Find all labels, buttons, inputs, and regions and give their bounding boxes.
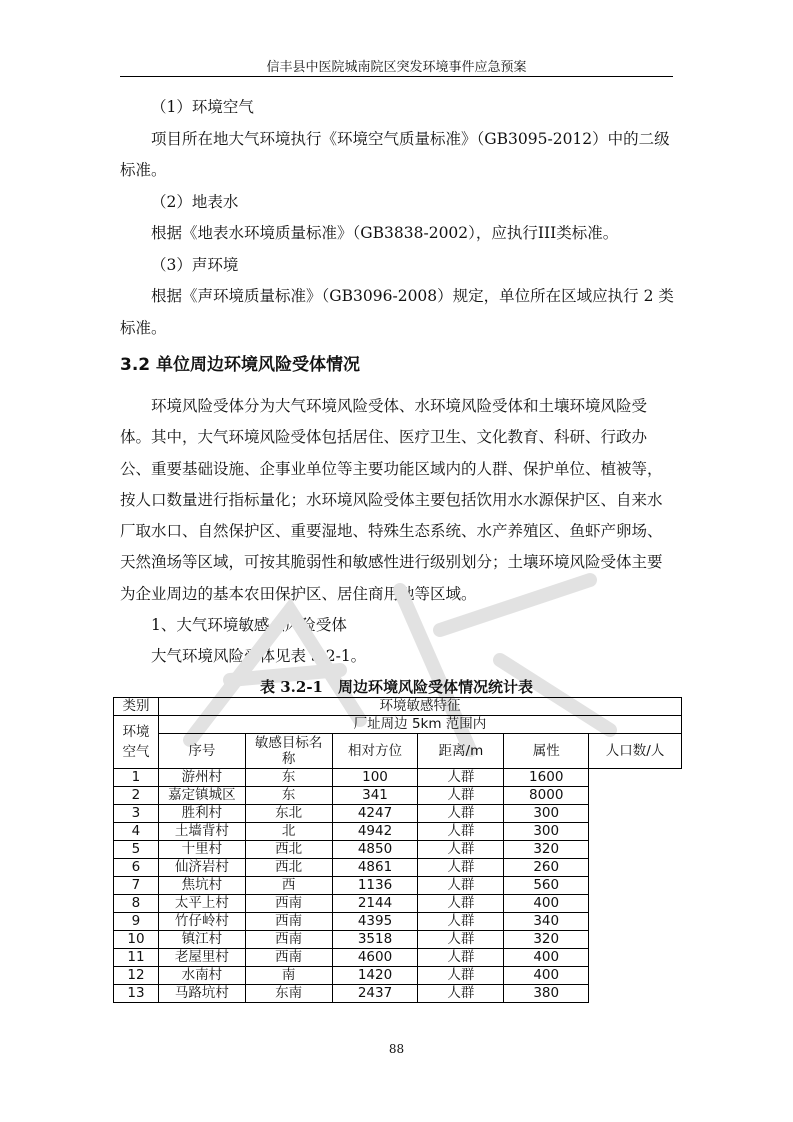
table-cell: 4942 (332, 823, 418, 841)
table-cell: 1600 (504, 769, 589, 787)
table-cell: 嘉定镇城区 (158, 787, 245, 805)
air-receptor-item: 1、大气环境敏感点风险受体 (151, 616, 347, 635)
category-cell (114, 716, 159, 769)
table-row (114, 805, 682, 823)
table-cell: 5 (114, 841, 159, 859)
table-caption: 表 3.2-1 周边环境风险受体情况统计表 (260, 678, 533, 696)
table-cell: 土墙背村 (158, 823, 245, 841)
table-cell: 西南 (245, 913, 332, 931)
table-cell: 300 (504, 823, 589, 841)
table-cell: 8000 (504, 787, 589, 805)
table-cell: 老屋里村 (158, 949, 245, 967)
table-row (114, 877, 682, 895)
table-cell: 400 (504, 967, 589, 985)
table-cell: 13 (114, 985, 159, 1003)
table-cell: 西 (245, 877, 332, 895)
table-cell: 西北 (245, 859, 332, 877)
table-header-row (114, 698, 682, 716)
env-air-standard-text: 项目所在地大气环境执行《环境空气质量标准》（GB3095-2012）中的二级标准。 (120, 129, 670, 179)
table-cell: 341 (332, 787, 418, 805)
table-cell: 1136 (332, 877, 418, 895)
category-label: 环境空气 (122, 724, 150, 760)
table-cell: 西北 (245, 841, 332, 859)
page-number: 88 (388, 1042, 405, 1056)
table-cell: 4600 (332, 949, 418, 967)
table-cell: 人群 (418, 805, 504, 823)
table-row (114, 787, 682, 805)
table-cell: 380 (504, 985, 589, 1003)
table-cell: 水南村 (158, 967, 245, 985)
receptor-section (120, 391, 676, 673)
table-cell: 人群 (418, 895, 504, 913)
table-cell: 人群 (418, 769, 504, 787)
table-cell: 400 (504, 949, 589, 967)
table-cell: 10 (114, 931, 159, 949)
table-cell: 人群 (418, 877, 504, 895)
section-heading: 3.2 单位周边环境风险受体情况 (120, 355, 361, 375)
table-row (114, 895, 682, 913)
table-cell: 游州村 (158, 769, 245, 787)
table-cell: 260 (504, 859, 589, 877)
table-cell: 马路坑村 (158, 985, 245, 1003)
table-cell: 人群 (418, 913, 504, 931)
table-cell: 东 (245, 769, 332, 787)
table-cell: 人群 (418, 823, 504, 841)
table-cell: 十里村 (158, 841, 245, 859)
table-cell: 2144 (332, 895, 418, 913)
table-cell: 400 (504, 895, 589, 913)
table-cell: 人群 (418, 841, 504, 859)
table-cell: 竹仔岭村 (158, 913, 245, 931)
table-row (114, 859, 682, 877)
column-header-row (114, 734, 682, 769)
table-cell: 西南 (245, 895, 332, 913)
table-cell: 人群 (418, 931, 504, 949)
table-cell: 东 (245, 787, 332, 805)
table-cell: 1420 (332, 967, 418, 985)
table-cell: 4395 (332, 913, 418, 931)
table-cell: 人群 (418, 859, 504, 877)
table-cell: 6 (114, 859, 159, 877)
feature-header: 环境敏感特征 (158, 698, 681, 716)
env-air-subtitle: （1）环境空气 (151, 98, 254, 116)
table-cell: 焦坑村 (158, 877, 245, 895)
noise-standard-text: 根据《声环境质量标准》（GB3096-2008）规定，单位所在区域应执行 2 类标准。 (120, 287, 674, 337)
surface-water-standard-text: 根据《地表水环境质量标准》（GB3838-2002），应执行III类标准。 (151, 224, 619, 242)
table-cell: 2 (114, 787, 159, 805)
table-row (114, 823, 682, 841)
table-cell: 3 (114, 805, 159, 823)
table-row (114, 841, 682, 859)
table-cell: 人群 (418, 787, 504, 805)
table-row (114, 931, 682, 949)
column-header: 序号 (158, 734, 245, 769)
table-cell: 4861 (332, 859, 418, 877)
air-receptor-table-ref: 大气环境风险受体见表 3.2-1。 (151, 647, 367, 666)
table-cell: 11 (114, 949, 159, 967)
risk-receptor-table (113, 697, 682, 1003)
table-cell: 3518 (332, 931, 418, 949)
column-header: 属性 (504, 734, 589, 769)
table-cell: 340 (504, 913, 589, 931)
table-cell: 镇江村 (158, 931, 245, 949)
table-cell: 胜利村 (158, 805, 245, 823)
page-header-title: 信丰县中医院城南院区突发环境事件应急预案 (266, 60, 527, 75)
table-cell: 9 (114, 913, 159, 931)
table-cell: 人群 (418, 949, 504, 967)
table-cell: 2437 (332, 985, 418, 1003)
table-cell: 东北 (245, 805, 332, 823)
table-cell: 1 (114, 769, 159, 787)
table-row (114, 967, 682, 985)
table-cell: 西南 (245, 931, 332, 949)
column-header: 人口数/人 (589, 734, 682, 769)
table-cell: 560 (504, 877, 589, 895)
table-cell: 东南 (245, 985, 332, 1003)
table-row (114, 913, 682, 931)
noise-subtitle: （3）声环境 (151, 255, 239, 274)
table-cell: 300 (504, 805, 589, 823)
scope-cell: 厂址周边 5km 范围内 (158, 716, 681, 734)
table-row (114, 949, 682, 967)
table-row (114, 769, 682, 787)
table-cell: 4247 (332, 805, 418, 823)
column-header: 相对方位 (332, 734, 418, 769)
table-cell: 人群 (418, 985, 504, 1003)
table-row (114, 985, 682, 1003)
table-cell: 太平上村 (158, 895, 245, 913)
table-cell: 西南 (245, 949, 332, 967)
header-divider (120, 76, 673, 77)
receptor-body-paragraph: 环境风险受体分为大气环境风险受体、水环境风险受体和土壤环境风险受体。其中，大气环境风险受体包括居住、医疗卫生、文化教育、科研、行政办公、重要基础设施、企事业单位等主要功能区域内的人群、保护单位、植被等，按人口数量进行指标量化；水环境风险受体主要包括饮用水水源保护区、自来水厂取水口、自然保护区、重要湿地、特殊生态系统、水产养殖区、鱼虾产卵场、天然渔场等区域，可按其脆弱性和敏感性进行级别划分；土壤环境风险受体主要为企业周边的基本农田保护区、居住商用地等区域。 (120, 397, 663, 603)
table-cell: 100 (332, 769, 418, 787)
column-header: 距离/m (418, 734, 504, 769)
table-cell: 12 (114, 967, 159, 985)
table-cell: 北 (245, 823, 332, 841)
table-cell: 4 (114, 823, 159, 841)
category-header: 类别 (114, 698, 159, 716)
table-cell: 8 (114, 895, 159, 913)
surface-water-subtitle: （2）地表水 (151, 192, 239, 211)
column-header: 敏感目标名称 (245, 734, 332, 769)
table-cell: 人群 (418, 967, 504, 985)
standards-section (120, 92, 676, 344)
table-cell: 4850 (332, 841, 418, 859)
table-cell: 仙济岩村 (158, 859, 245, 877)
table-row (114, 716, 682, 734)
table-cell: 320 (504, 931, 589, 949)
table-cell: 320 (504, 841, 589, 859)
table-cell: 7 (114, 877, 159, 895)
table-cell: 南 (245, 967, 332, 985)
